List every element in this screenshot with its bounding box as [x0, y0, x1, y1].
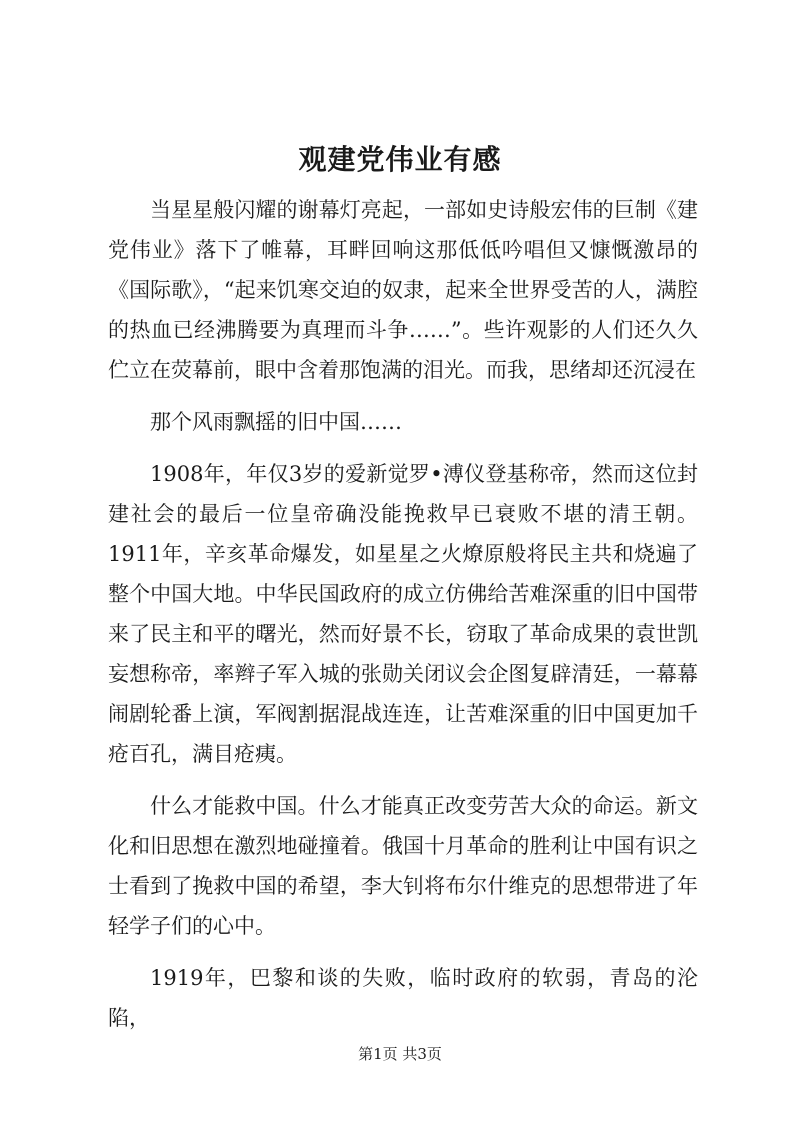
- document-title: 观建党伟业有感: [298, 143, 502, 176]
- paragraph-2: 那个风雨飘摇的旧中国……: [150, 410, 402, 434]
- document-body: [108, 190, 698, 1050]
- paragraph-3: 1908年，年仅3岁的爱新觉罗•溥仪登基称帝，然而这位封建社会的最后一位皇帝确没能挽救早已衰败不堪的清王朝。1911年，辛亥革命爆发，如星星之火燎原般将民主共和烧遍了整个中国大地。中华民国政府的成立仿佛给苦难深重的旧中国带来了民主和平的曙光，然而好景不长，窃取了革命成果的袁世凯妄想称帝，率辫子军入城的张勋关闭议会企图复辟清廷，一幕幕闹剧轮番上演，军阀割据混战连连，让苦难深重的旧中国更加千疮百孔，满目疮痍。: [108, 462, 698, 766]
- paragraph-4: 什么才能救中国。什么才能真正改变劳苦大众的命运。新文化和旧思想在激烈地碰撞着。俄国十月革命的胜利让中国有识之士看到了挽救中国的希望，李大钊将布尔什维克的思想带进了年轻学子们的心中。: [108, 794, 698, 938]
- paragraph-5: 1919年，巴黎和谈的失败，临时政府的软弱，青岛的沦陷，: [108, 966, 698, 1030]
- paragraph-1: 当星星般闪耀的谢幕灯亮起，一部如史诗般宏伟的巨制《建党伟业》落下了帷幕，耳畔回响这那低低吟唱但又慷慨激昂的《国际歌》，“起来饥寒交迫的奴隶，起来全世界受苦的人，满腔的热血已经沸腾要为真理而斗争……”。些许观影的人们还久久伫立在荧幕前，眼中含着那饱满的泪光。而我，思绪却还沉浸在: [108, 198, 698, 382]
- page-footer: 第1页 共3页: [358, 1045, 442, 1063]
